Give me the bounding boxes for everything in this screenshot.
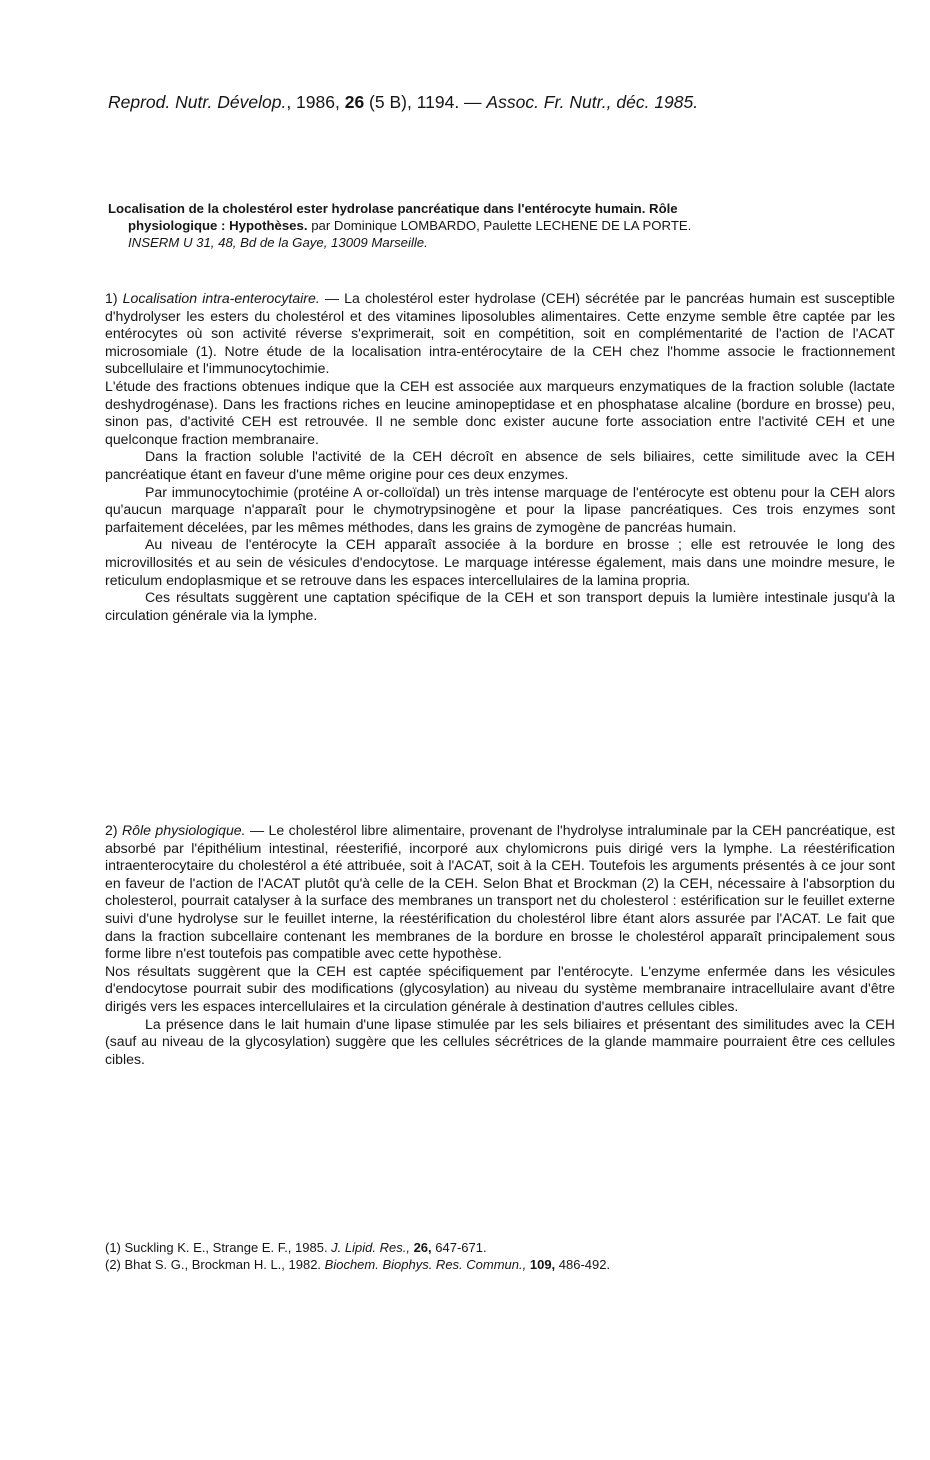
section2-heading: Rôle physiologique. xyxy=(121,822,246,838)
section1-paragraph-4: Par immunocytochimie (protéine A or-colloïdal) un très intense marquage de l'entérocyte est obtenu pour la CEH alors qu'aucun marquage n'apparaît pour le chymotrypsinogène et pour la lipase pancréatiques. Ces trois enzymes sont parfaitement décelées, par les mêmes méthodes, dans les grains de zymogène de pancréas humain. xyxy=(105,483,895,535)
section1-heading: Localisation intra-enterocytaire. xyxy=(122,290,320,306)
reference-item xyxy=(105,1240,895,1257)
article-title-continued: physiologique : Hypothèses. xyxy=(128,218,308,233)
running-header xyxy=(108,92,868,113)
reference-authors: Bhat S. G., Brockman H. L., 1982. xyxy=(124,1256,325,1272)
section1-paragraph-6: Ces résultats suggèrent une captation spécifique de la CEH et son transport depuis la lumière intestinale jusqu'à la circulation générale via la lymphe. xyxy=(105,589,895,623)
authors: par Dominique LOMBARDO, Paulette LECHENE DE LA PORTE. xyxy=(307,218,692,233)
reference-volume: 26, xyxy=(413,1240,432,1255)
section2-paragraph-2: Nos résultats suggèrent que la CEH est captée spécifiquement par l'entérocyte. L'enzyme enfermée dans les vésicules d'endocytose pourrait subir des modifications (glycosylation) au niveau du système membranaire intracellulaire avant d'être dirigés vers les espaces intercellulaires et la circulation générale à destination d'autres cellules cibles. xyxy=(105,962,895,1014)
reference-journal: J. Lipid. Res., xyxy=(331,1240,410,1255)
reference-number: (1) xyxy=(105,1240,125,1255)
section1-text-1: — La cholestérol ester hydrolase (CEH) sécrétée par le pancréas humain est susceptible d'hydrolyser les esters du cholestérol et des vitamines liposolubles alimentaires. Cette enzyme semble être captée par les entérocytes où son activité réverse s'exprimerait, soit en compétition, soit en complémentarité de l'action de l'ACAT microsomiale (1). Notre étude de la localisation intra-entérocytaire de la CEH chez l'homme associe le fractionnement subcellulaire et l'immunocytochimie. xyxy=(105,290,895,377)
section1-number: 1) xyxy=(105,290,123,306)
section1-paragraph-1 xyxy=(105,290,895,378)
article-title-block xyxy=(108,200,898,251)
reference-volume: 109, xyxy=(529,1256,556,1272)
journal-volume: 26 xyxy=(344,92,365,112)
section-localisation xyxy=(105,290,895,624)
section2-paragraph-3: La présence dans le lait humain d'une lipase stimulée par les sels biliaires et présentant des similitudes avec la CEH (sauf au niveau de la glycosylation) suggère que les cellules sécrétrices de la glande mammaire pourraient être ces cellules cibles. xyxy=(105,1015,895,1067)
reference-journal: Biochem. Biophys. Res. Commun., xyxy=(324,1256,527,1272)
reference-authors: Suckling K. E., Strange E. F., 1985. xyxy=(124,1240,332,1255)
title-authors-line xyxy=(108,217,898,234)
section2-paragraph-1 xyxy=(105,822,895,963)
references xyxy=(105,1240,895,1273)
reference-number: (2) xyxy=(105,1256,125,1272)
reference-item xyxy=(105,1257,895,1274)
journal-issue-page: (5 B), 1194. — xyxy=(364,92,487,112)
section1-paragraph-5: Au niveau de l'entérocyte la CEH apparaît associée à la bordure en brosse ; elle est retrouvée le long des microvillosités et au sein de vésicules d'endocytose. Le marquage intéresse également, mais dans une moindre mesure, le reticulum endoplasmique et se retrouve dans les espaces intercellulaires de la lamina propria. xyxy=(105,536,895,588)
section2-number: 2) xyxy=(105,822,122,838)
association-info: Assoc. Fr. Nutr., déc. 1985. xyxy=(486,92,699,112)
section1-paragraph-3: Dans la fraction soluble l'activité de la CEH décroît en absence de sels biliaires, cette similitude avec la CEH pancréatique étant en faveur d'une même origine pour ces deux enzymes. xyxy=(105,448,895,482)
section2-text-1: — Le cholestérol libre alimentaire, provenant de l'hydrolyse intraluminale par la CEH pancréatique, est absorbé par l'épithélium intestinal, réesterifié, incorporé aux chylomicrons puis dirigé vers la lymphe. La réestérification intraenterocytaire du cholestérol a été attribuée, soit à l'ACAT, soit à la CEH. Toutefois les arguments présentés à ce jour sont en faveur de l'action de l'ACAT plutôt qu'à celle de la CEH. Selon Bhat et Brockman (2) la CEH, nécessaire à l'absorption du cholesterol, pourrait catalyser à la surface des membranes un transport net du cholesterol : estérification sur le feuillet externe suivi d'une hydrolyse sur le feuillet interne, la réestérification du cholestérol libre étant alors assurée par l'ACAT. Le fait que dans la fraction subcellaire contenant les membranes de la bordure en brosse le cholestérol apparaît principalement sous forme libre n'est toutefois pas compatible avec cette hypothèse. xyxy=(105,822,895,962)
reference-pages: 647-671. xyxy=(431,1240,487,1255)
journal-name: Reprod. Nutr. Dévelop. xyxy=(108,92,287,112)
section-role-physiologique xyxy=(105,822,895,1068)
affiliation: INSERM U 31, 48, Bd de la Gaye, 13009 Marseille. xyxy=(128,235,428,250)
journal-year: , 1986, xyxy=(286,92,345,112)
reference-pages: 486-492. xyxy=(555,1256,611,1272)
article-title: Localisation de la cholestérol ester hydrolase pancréatique dans l'entérocyte humain. Rôle xyxy=(108,201,678,216)
section1-paragraph-2: L'étude des fractions obtenues indique que la CEH est associée aux marqueurs enzymatiques de la fraction soluble (lactate deshydrogénase). Dans les fractions riches en leucine aminopeptidase et en phosphatase alcaline (bordure en brosse) peu, sinon pas, d'activité CEH est retrouvée. Il ne semble donc exister aucune forte association entre l'activité CEH et une quelconque fraction membranaire. xyxy=(105,377,895,447)
